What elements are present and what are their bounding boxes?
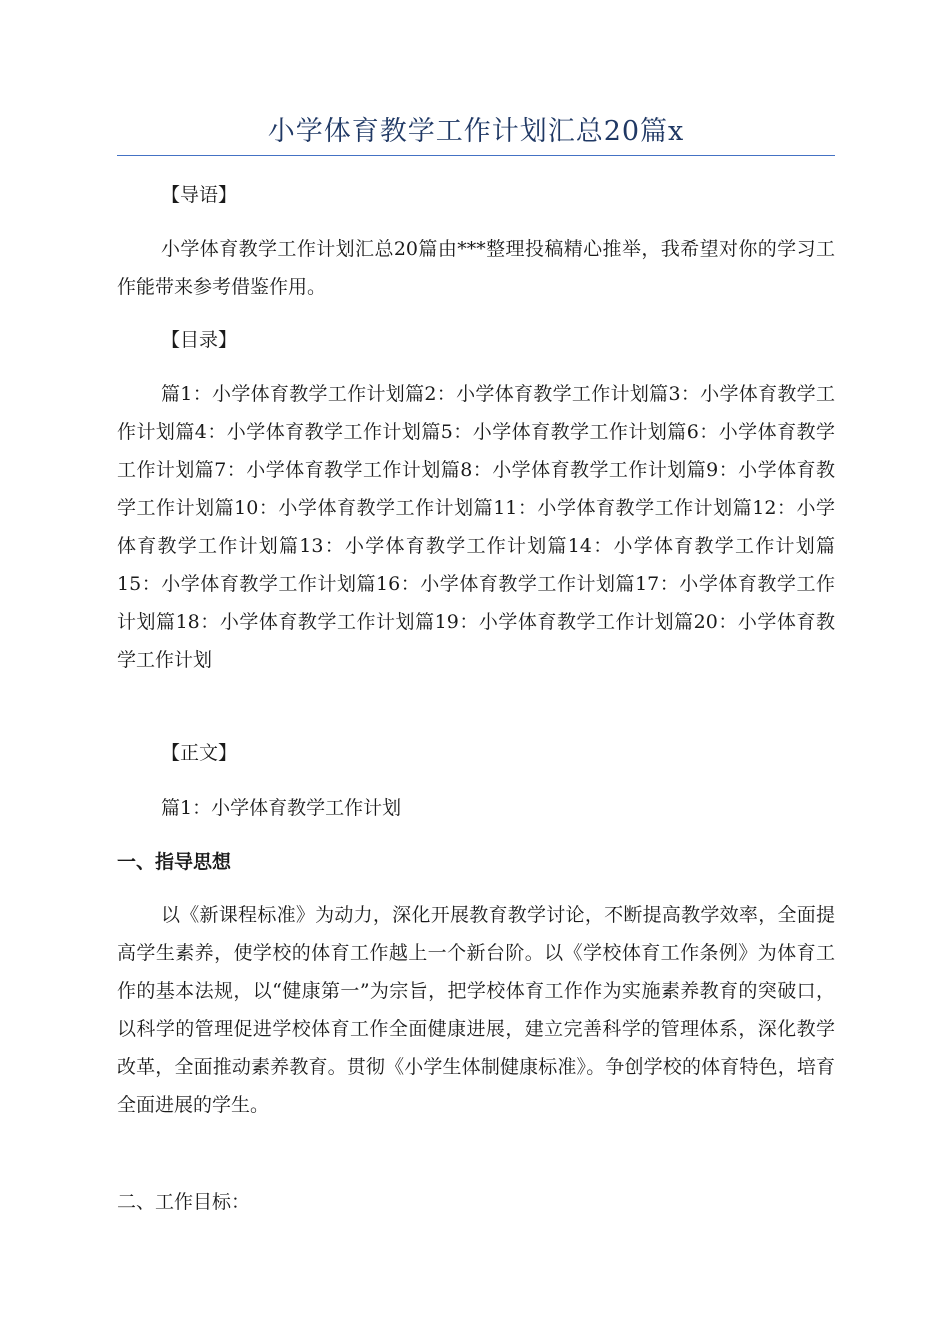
section-1-paragraph: 以《新课程标准》为动力，深化开展教育教学讨论，不断提高教学效率，全面提高学生素养，使学校的体育工作越上一个新台阶。以《学校体育工作条例》为体育工作的基本法规，以“健康第一”为宗旨，把学校体育工作作为实施素养教育的突破口，以科学的管理促进学校体育工作全面健康进展，建立完善科学的管理体系，深化教学改革，全面推动素养教育。贯彻《小学生体制健康标准》。争创学校的体育特色，培育全面进展的学生。 [117, 904, 835, 1116]
toc-label: 【目录】 [161, 329, 238, 351]
title-underline [117, 155, 835, 156]
toc-paragraph: 篇1：小学体育教学工作计划篇2：小学体育教学工作计划篇3：小学体育教学工作计划篇4：小学体育教学工作计划篇5：小学体育教学工作计划篇6：小学体育教学工作计划篇7：小学体育教学工作计划篇8：小学体育教学工作计划篇9：小学体育教学工作计划篇10：小学体育教学工作计划篇11：小学体育教学工作计划篇12：小学体育教学工作计划篇13：小学体育教学工作计划篇14：小学体育教学工作计划篇15：小学体育教学工作计划篇16：小学体育教学工作计划篇17：小学体育教学工作计划篇18：小学体育教学工作计划篇19：小学体育教学工作计划篇20：小学体育教学工作计划 [117, 383, 835, 671]
intro-paragraph: 小学体育教学工作计划汇总20篇由***整理投稿精心推举，我希望对你的学习工作能带来参考借鉴作用。 [117, 238, 835, 298]
section-2-heading: 二、工作目标： [117, 1191, 251, 1213]
document-title: 小学体育教学工作计划汇总20篇x [267, 116, 685, 147]
body-label: 【正文】 [161, 742, 238, 764]
article-1-title: 篇1：小学体育教学工作计划 [161, 797, 402, 819]
section-1-heading: 一、指导思想 [117, 851, 232, 873]
intro-label: 【导语】 [161, 184, 238, 206]
